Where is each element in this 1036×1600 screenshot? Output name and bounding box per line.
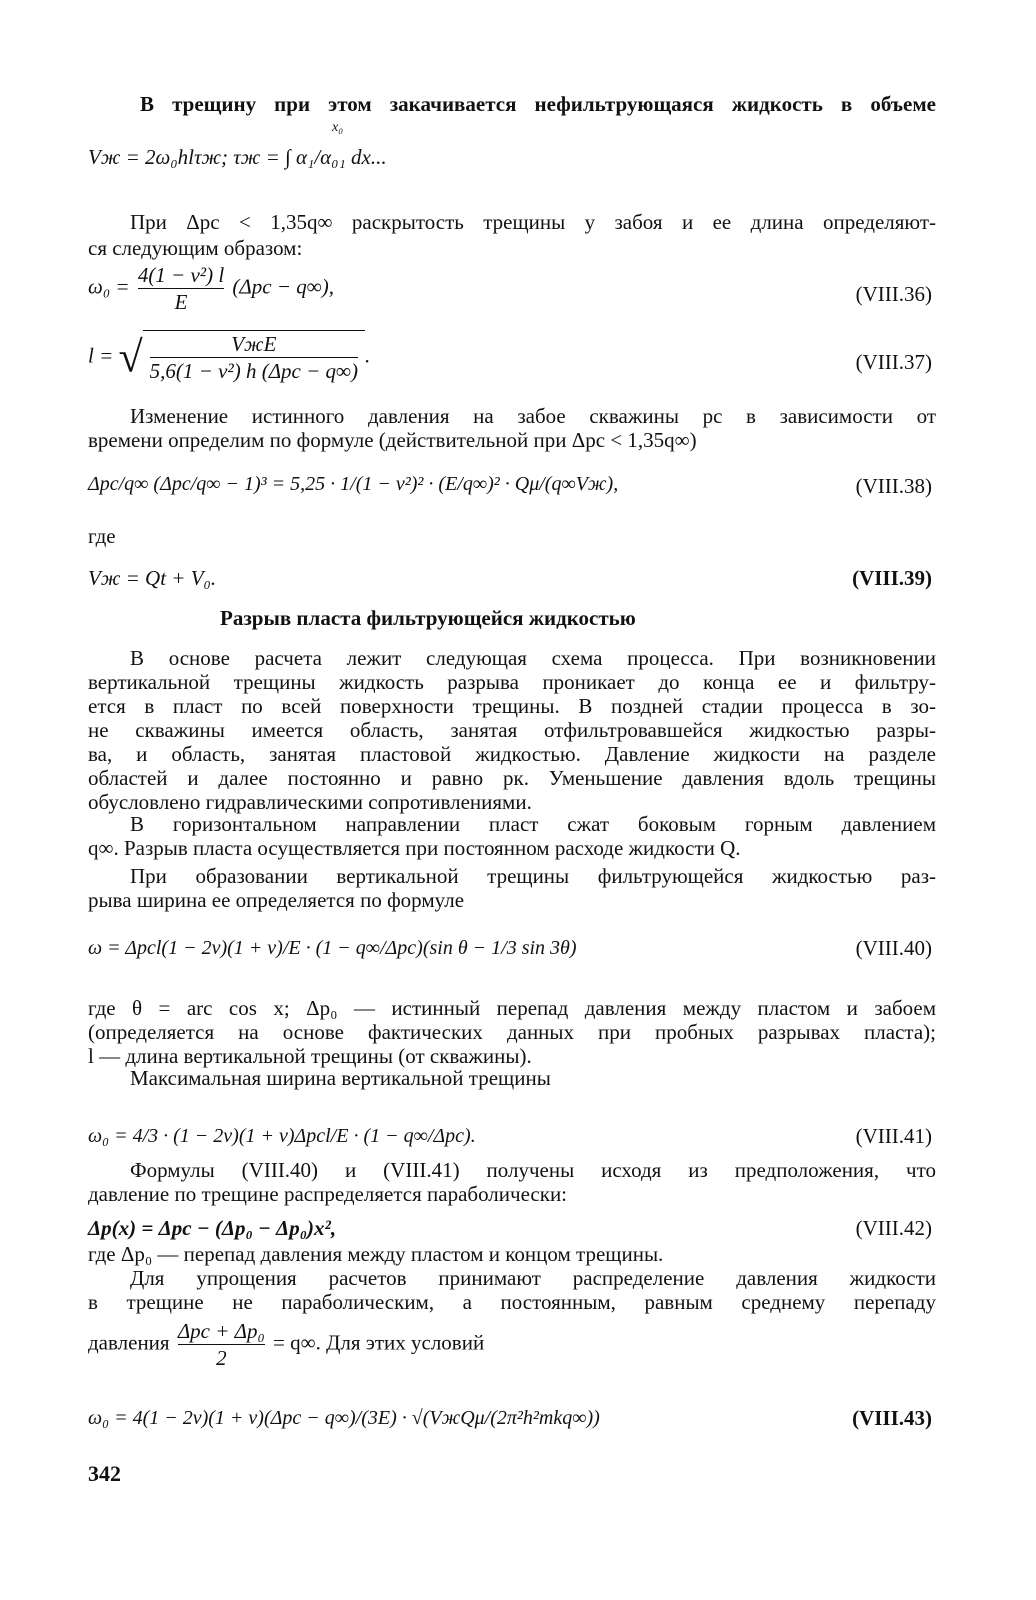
equation-viii-43: ω₀ = 4(1 − 2ν)(1 + ν)(Δpc − q∞)/(3E) · √(VжQμ/(2π²h²mkq∞))	[88, 1407, 600, 1429]
text-line: Формулы (VIII.40) и (VIII.41) получены исходя из предположения, что	[130, 1158, 936, 1182]
text-line: времени определим по формуле (действительной при Δpc < 1,35q∞)	[88, 428, 697, 452]
fraction	[178, 1318, 265, 1371]
equation-volume: Vж = 2ω₀hlτж; τж = ∫ α₁/α₀₁ dx...	[88, 145, 387, 169]
equation-viii-39: Vж = Qt + V₀.	[88, 566, 217, 590]
text-line: не скважины имеется область, занятая отфильтровавшейся жидкостью разры-	[88, 718, 936, 742]
eq-lhs: ω₀ =	[88, 274, 130, 299]
text-line: давление по трещине распределяется параболически:	[88, 1182, 568, 1206]
equation-viii-41: ω₀ = 4/3 · (1 − 2ν)(1 + ν)Δpcl/E · (1 − q∞/Δpc).	[88, 1125, 476, 1147]
eq-tail: .	[364, 343, 371, 368]
radical-sign: √	[118, 332, 143, 382]
equation-number: (VIII.40)	[855, 936, 932, 960]
equation-viii-40: ω = Δpcl(1 − 2ν)(1 + ν)/E · (1 − q∞/Δpc)(sin θ − 1/3 sin 3θ)	[88, 937, 577, 959]
text-line: ется в пласт по всей поверхности трещины. В поздней стадии процесса в зо-	[88, 694, 936, 718]
equation-number: (VIII.41)	[855, 1124, 932, 1148]
fraction-denominator: 5,6(1 − ν²) h (Δpc − q∞)	[149, 359, 358, 383]
text-line-with-fraction	[88, 1318, 484, 1371]
text-line: В горизонтальном направлении пласт сжат боковым горным давлением	[130, 812, 936, 836]
text-line: вертикальной трещины жидкость разрыва проникает до конца ее и фильтру-	[88, 670, 936, 694]
text-line: Изменение истинного давления на забое скважины pc в зависимости от	[130, 404, 936, 428]
equation-viii-37	[88, 330, 370, 384]
text-line: рыва ширина ее определяется по формуле	[88, 888, 465, 912]
text-line: в трещине не параболическим, а постоянным, равным среднему перепаду	[88, 1290, 936, 1314]
text-segment: давления	[88, 1330, 170, 1355]
eq-tail: (Δpc − q∞),	[232, 274, 334, 299]
text-segment: = q∞. Для этих условий	[273, 1330, 485, 1355]
text-line: l — длина вертикальной трещины (от скважины).	[88, 1044, 532, 1068]
text-line: обусловлено гидравлическими сопротивлениями.	[88, 790, 532, 814]
fraction-denominator: 2	[178, 1344, 265, 1371]
fraction-numerator: 4(1 − ν²) l	[137, 263, 225, 287]
fraction	[150, 331, 358, 384]
fraction	[138, 262, 224, 315]
text-line: где Δp₀ — перепад давления между пластом и концом трещины.	[88, 1242, 664, 1266]
text-line: ва, и область, занятая пластовой жидкостью. Давление жидкости на разделе	[88, 742, 936, 766]
equation-number: (VIII.42)	[855, 1216, 932, 1240]
fraction-numerator: VжE	[231, 332, 277, 356]
fraction-numerator: Δpc + Δp₀	[177, 1319, 265, 1343]
text-line: ся следующим образом:	[88, 236, 303, 260]
page-number: 342	[88, 1461, 121, 1486]
text-line: областей и далее постоянно и равно pк. Уменьшение давления вдоль трещины	[88, 766, 936, 790]
text-line: (определяется на основе фактических данных при пробных разрывах пласта);	[88, 1020, 936, 1044]
equation-viii-42: Δp(x) = Δpc − (Δp₀ − Δp₀)x²,	[88, 1216, 337, 1240]
text-line: В трещину при этом закачивается нефильтрующаяся жидкость в объеме	[140, 92, 936, 116]
eq-lhs: l =	[88, 343, 114, 368]
fraction-denominator: E	[138, 288, 224, 315]
equation-number: (VIII.36)	[855, 282, 932, 306]
text-line: q∞. Разрыв пласта осуществляется при постоянном расходе жидкости Q.	[88, 836, 741, 860]
equation-number: (VIII.43)	[852, 1406, 932, 1430]
section-heading: Разрыв пласта фильтрующейся жидкостью	[220, 606, 636, 630]
text-line: Для упрощения расчетов принимают распределение давления жидкости	[130, 1266, 936, 1290]
text-line: где θ = arc cos x; Δp₀ — истинный перепад давления между пластом и забоем	[88, 996, 936, 1020]
text-line: Максимальная ширина вертикальной трещины	[130, 1066, 551, 1090]
equation-viii-36	[88, 262, 334, 315]
equation-viii-38: Δpc/q∞ (Δpc/q∞ − 1)³ = 5,25 · 1/(1 − ν²)² · (E/q∞)² · Qμ/(q∞Vж),	[88, 473, 619, 495]
equation-number: (VIII.38)	[855, 474, 932, 498]
text-line: При Δpc < 1,35q∞ раскрытость трещины у забоя и ее длина определяют-	[130, 210, 936, 234]
text-line: где	[88, 524, 116, 548]
integral-limit: x₀	[332, 120, 344, 135]
text-line: При образовании вертикальной трещины фильтрующейся жидкостью раз-	[130, 864, 936, 888]
equation-number: (VIII.39)	[852, 566, 932, 590]
equation-number: (VIII.37)	[855, 350, 932, 374]
text-line: В основе расчета лежит следующая схема процесса. При возникновении	[130, 646, 936, 670]
radicand	[143, 330, 365, 384]
